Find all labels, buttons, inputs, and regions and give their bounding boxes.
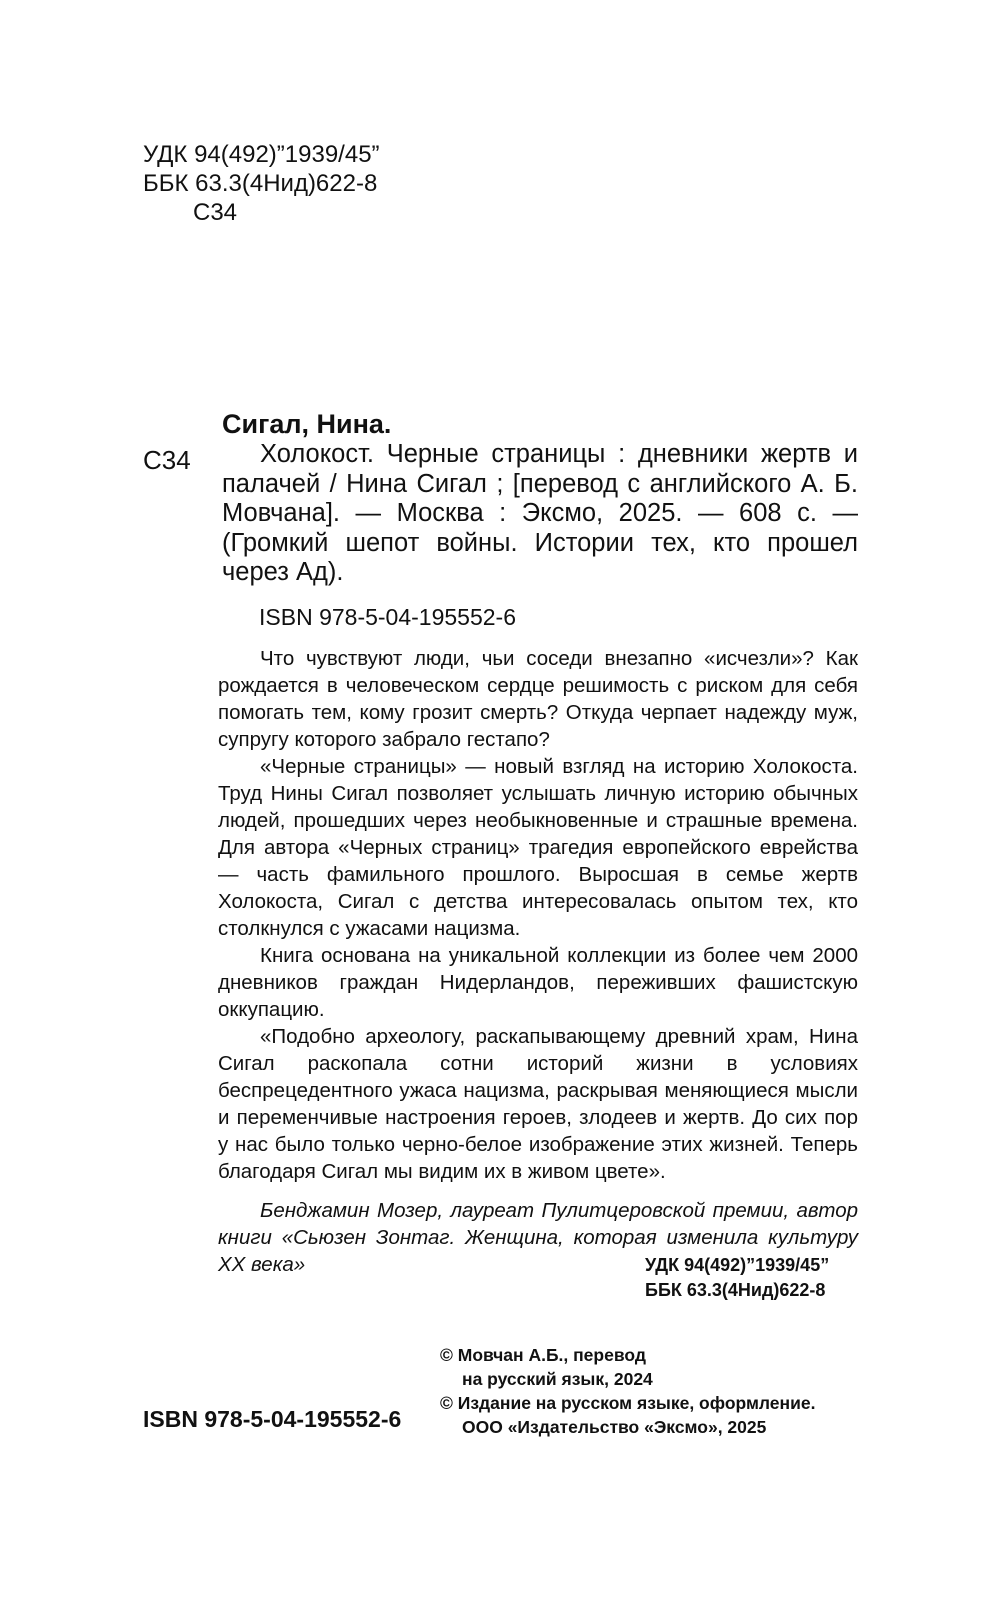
bbk-code: ББК 63.3(4Нид)622-8 bbox=[143, 170, 378, 197]
bbk-code-bottom: ББК 63.3(4Нид)622-8 bbox=[645, 1280, 826, 1300]
annotation-paragraph: «Черные страницы» — новый взгляд на историю Холокоста. Труд Нины Сигал позволяет услышать личную историю обычных людей, прошедших через необыкновенные и страшные времена. Для автора «Черных страниц» трагедия европейского еврейства — часть фамильного прошлого. Выросшая в семье жертв Холокоста, Сигал с детства интересовалась опытом тех, кто столкнулся с ужасами нацизма. bbox=[218, 755, 858, 940]
udk-code: УДК 94(492)”1939/45” bbox=[143, 141, 380, 168]
annotation-paragraph: Что чувствуют люди, чьи соседи внезапно «исчезли»? Как рождается в человеческом сердце решимость с риском для себя помогать тем, кому грозит смерть? Откуда черпает надежду муж, супругу которого забрало гестапо? bbox=[218, 647, 858, 751]
copyright-line: © Издание на русском языке, оформление. bbox=[440, 1393, 816, 1413]
annotation-paragraph: Книга основана на уникальной коллекции из более чем 2000 дневников граждан Нидерландов, переживших фашистскую оккупацию. bbox=[218, 944, 858, 1021]
copyright-line: © Мовчан А.Б., перевод bbox=[440, 1345, 646, 1365]
classification-codes-bottom bbox=[645, 1253, 829, 1303]
copyright-line: на русский язык, 2024 bbox=[462, 1369, 653, 1389]
copyright-line: ООО «Издательство «Эксмо», 2025 bbox=[462, 1417, 767, 1437]
author-heading: Сигал, Нина. bbox=[222, 409, 392, 439]
copyright-block bbox=[440, 1343, 815, 1439]
isbn-bottom: ISBN 978-5-04-195552-6 bbox=[143, 1406, 402, 1432]
isbn-entry: ISBN 978-5-04-195552-6 bbox=[259, 604, 516, 630]
classification-codes-top bbox=[143, 140, 380, 227]
entry-author-sign: С34 bbox=[143, 445, 191, 475]
udk-code-bottom: УДК 94(492)”1939/45” bbox=[645, 1255, 830, 1275]
quote-attribution: Бенджамин Мозер, лауреат Пулитцеровской премии, автор книги «Сьюзен Зонтаг. Женщина, которая изменила культуру XX века» bbox=[218, 1199, 858, 1276]
bibliographic-text: Холокост. Черные страницы : дневники жертв и палачей / Нина Сигал ; [перевод с английского А. Б. Мовчана]. — Москва : Эксмо, 2025. — 608 с. — (Громкий шепот войны. Истории тех, кто прошел через Ад). bbox=[222, 440, 858, 586]
bibliographic-description bbox=[222, 440, 858, 588]
author-sign-code: С34 bbox=[193, 199, 238, 226]
annotation bbox=[218, 645, 858, 1278]
annotation-paragraph: «Подобно археологу, раскапывающему древний храм, Нина Сигал раскопала сотни историй жизни в условиях беспрецедентного ужаса нацизма, раскрывая меняющиеся мысли и переменчивые настроения героев, злодеев и жертв. До сих пор у нас было только черно-белое изображение этих жизней. Теперь благодаря Сигал мы видим их в живом цвете». bbox=[218, 1025, 858, 1183]
